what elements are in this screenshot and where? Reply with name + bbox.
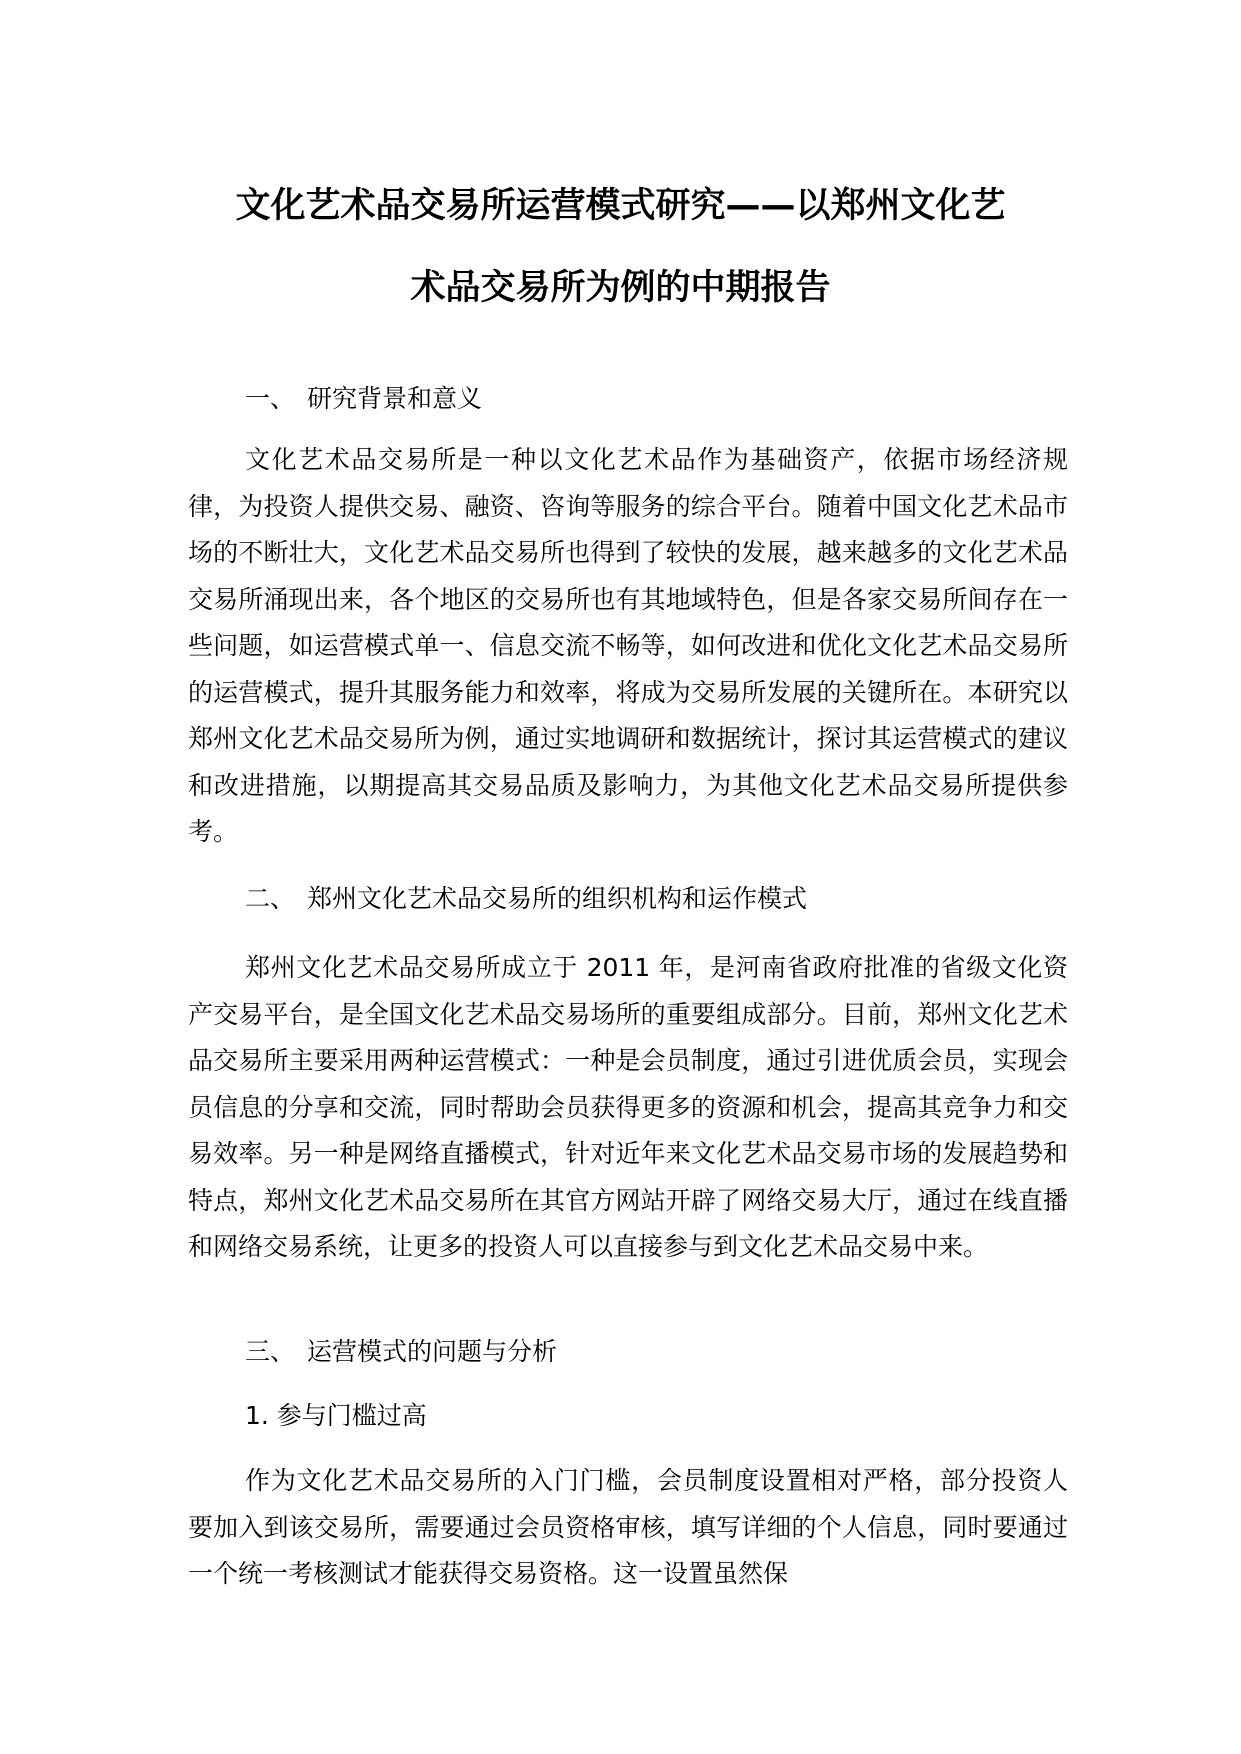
section-heading-2 bbox=[245, 884, 807, 914]
section-number: 一、 bbox=[245, 384, 296, 413]
section-heading-text: 运营模式的问题与分析 bbox=[307, 1337, 558, 1366]
section-number: 二、 bbox=[245, 884, 296, 913]
document-title-line-1: 文化艺术品交易所运营模式研究——以郑州文化艺 bbox=[235, 186, 1006, 226]
section-heading-text: 郑州文化艺术品交易所的组织机构和运作模式 bbox=[307, 884, 808, 913]
subsection-heading: 1. 参与门槛过高 bbox=[245, 1401, 427, 1430]
section-heading-1 bbox=[245, 384, 482, 414]
section-paragraph-1: 文化艺术品交易所是一种以文化艺术品作为基础资产，依据市场经济规律，为投资人提供交易、融资、咨询等服务的综合平台。随着中国文化艺术品市场的不断壮大，文化艺术品交易所也得到了较快的发展，越来越多的文化艺术品交易所涌现出来，各个地区的交易所也有其地域特色，但是各家交易所间存在一些问题，如运营模式单一、信息交流不畅等，如何改进和优化文化艺术品交易所的运营模式，提升其服务能力和效率，将成为交易所发展的关键所在。本研究以郑州文化艺术品交易所为例，通过实地调研和数据统计，探讨其运营模式的建议和改进措施，以期提高其交易品质及影响力，为其他文化艺术品交易所提供参考。 bbox=[188, 445, 1068, 846]
section-paragraph-2: 郑州文化艺术品交易所成立于 2011 年，是河南省政府批准的省级文化资产交易平台，是全国文化艺术品交易场所的重要组成部分。目前，郑州文化艺术品交易所主要采用两种运营模式：一种是会员制度，通过引进优质会员，实现会员信息的分享和交流，同时帮助会员获得更多的资源和机会，提高其竞争力和交易效率。另一种是网络直播模式，针对近年来文化艺术品交易市场的发展趋势和特点，郑州文化艺术品交易所在其官方网站开辟了网络交易大厅，通过在线直播和网络交易系统，让更多的投资人可以直接参与到文化艺术品交易中来。 bbox=[188, 953, 1068, 1261]
section-number: 三、 bbox=[245, 1337, 296, 1366]
document-title-line-2: 术品交易所为例的中期报告 bbox=[410, 268, 831, 308]
subsection-paragraph: 作为文化艺术品交易所的入门门槛，会员制度设置相对严格，部分投资人要加入到该交易所，需要通过会员资格审核，填写详细的个人信息，同时要通过一个统一考核测试才能获得交易资格。这一设置虽然保 bbox=[188, 1466, 1068, 1588]
section-heading-3 bbox=[245, 1337, 557, 1367]
section-heading-text: 研究背景和意义 bbox=[307, 384, 483, 413]
